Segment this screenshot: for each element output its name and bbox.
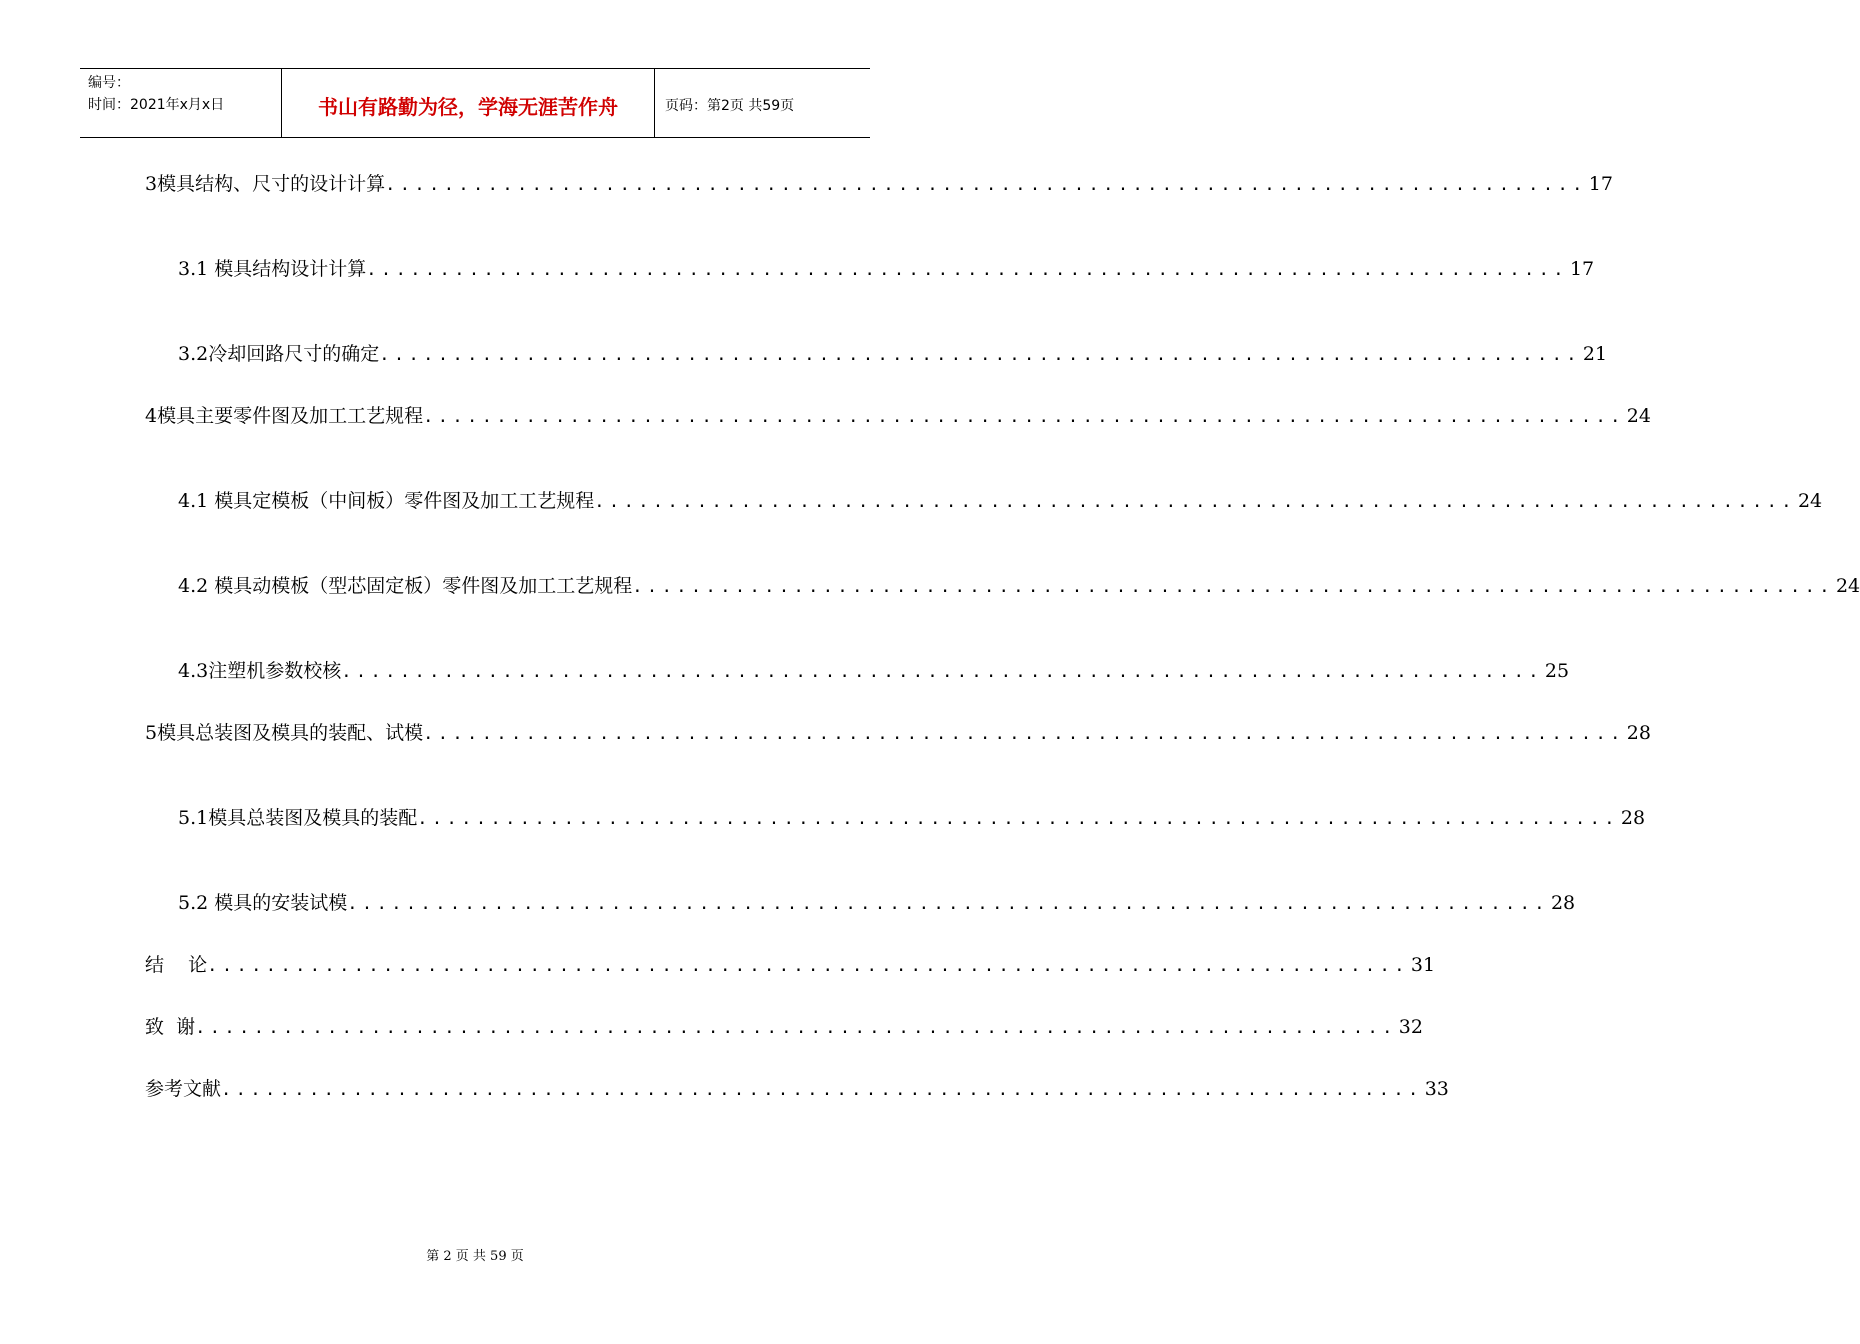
toc-entry[interactable] bbox=[145, 401, 1651, 431]
toc-entry[interactable] bbox=[178, 339, 1608, 369]
toc-leader-dots: .................................................................................. bbox=[594, 492, 1796, 512]
header-page-info: 页码：第2页 共59页 bbox=[665, 98, 795, 114]
toc-entry-page: 17 bbox=[1588, 173, 1613, 195]
toc-entry-label: 4模具主要零件图及加工工艺规程 bbox=[145, 405, 424, 427]
toc-entry-page: 21 bbox=[1582, 343, 1608, 365]
toc-entry-label: 5.1模具总装图及模具的装配 bbox=[178, 807, 418, 829]
toc-entry[interactable] bbox=[178, 571, 1860, 601]
toc-entry-page: 25 bbox=[1544, 660, 1570, 682]
toc-entry-page: 24 bbox=[1626, 405, 1651, 427]
header-meta bbox=[80, 69, 281, 137]
toc-entry[interactable] bbox=[178, 656, 1570, 686]
toc-leader-dots: .................................................................................. bbox=[341, 662, 1543, 682]
toc-entry-label: 参考文献 bbox=[145, 1078, 222, 1100]
toc-entry[interactable] bbox=[178, 254, 1595, 284]
toc-entry-label: 致 谢 bbox=[145, 1016, 196, 1038]
header-motto: 书山有路勤为径，学海无涯苦作舟 bbox=[281, 69, 655, 137]
header-time-label: 时间：2021年x月x日 bbox=[88, 97, 225, 113]
toc-entry-page: 32 bbox=[1398, 1016, 1423, 1038]
toc-entry[interactable] bbox=[178, 486, 1823, 516]
toc-entry[interactable] bbox=[145, 950, 1436, 980]
toc-entry[interactable] bbox=[145, 169, 1613, 199]
toc-entry-label: 5模具总装图及模具的装配、试模 bbox=[145, 722, 424, 744]
toc-entry-label: 结 论 bbox=[145, 954, 208, 976]
toc-leader-dots: .................................................................................. bbox=[221, 1080, 1423, 1100]
toc-entry-page: 33 bbox=[1424, 1078, 1449, 1100]
toc-leader-dots: .................................................................................. bbox=[423, 724, 1625, 744]
toc-entry-page: 31 bbox=[1410, 954, 1436, 976]
page-footer: 第 2 页 共 59 页 bbox=[426, 1249, 524, 1264]
toc-leader-dots: .................................................................................. bbox=[207, 956, 1409, 976]
toc-entry-page: 28 bbox=[1626, 722, 1651, 744]
toc-leader-dots: .................................................................................. bbox=[423, 407, 1625, 427]
toc-entry-label: 3.1 模具结构设计计算 bbox=[178, 258, 367, 280]
toc-entry[interactable] bbox=[178, 888, 1576, 918]
toc-entry[interactable] bbox=[145, 1012, 1423, 1042]
toc-entry-label: 4.3注塑机参数校核 bbox=[178, 660, 342, 682]
toc-entry-page: 28 bbox=[1550, 892, 1576, 914]
toc-entry-page: 24 bbox=[1835, 575, 1860, 597]
toc-entry-label: 5.2 模具的安装试模 bbox=[178, 892, 348, 914]
toc-leader-dots: .................................................................................. bbox=[366, 260, 1568, 280]
toc-leader-dots: .................................................................................. bbox=[195, 1018, 1397, 1038]
header-number-label: 编号： bbox=[88, 75, 130, 91]
toc-entry-page: 17 bbox=[1569, 258, 1595, 280]
toc-entry-page: 28 bbox=[1620, 807, 1646, 829]
toc-entry-label: 4.2 模具动模板（型芯固定板）零件图及加工工艺规程 bbox=[178, 575, 633, 597]
toc-entry[interactable] bbox=[178, 803, 1646, 833]
toc-entry[interactable] bbox=[145, 718, 1651, 748]
toc-entry-label: 4.1 模具定模板（中间板）零件图及加工工艺规程 bbox=[178, 490, 595, 512]
page-header bbox=[80, 68, 870, 138]
toc-leader-dots: .................................................................................. bbox=[417, 809, 1619, 829]
toc-entry-label: 3.2冷却回路尺寸的确定 bbox=[178, 343, 380, 365]
toc-entry-page: 24 bbox=[1797, 490, 1823, 512]
toc-leader-dots: .................................................................................. bbox=[347, 894, 1549, 914]
toc-leader-dots: .................................................................................. bbox=[385, 175, 1587, 195]
toc-leader-dots: .................................................................................. bbox=[379, 345, 1581, 365]
toc-leader-dots: .................................................................................. bbox=[632, 577, 1834, 597]
toc-entry-label: 3模具结构、尺寸的设计计算 bbox=[145, 173, 386, 195]
toc-entry[interactable] bbox=[145, 1074, 1449, 1104]
